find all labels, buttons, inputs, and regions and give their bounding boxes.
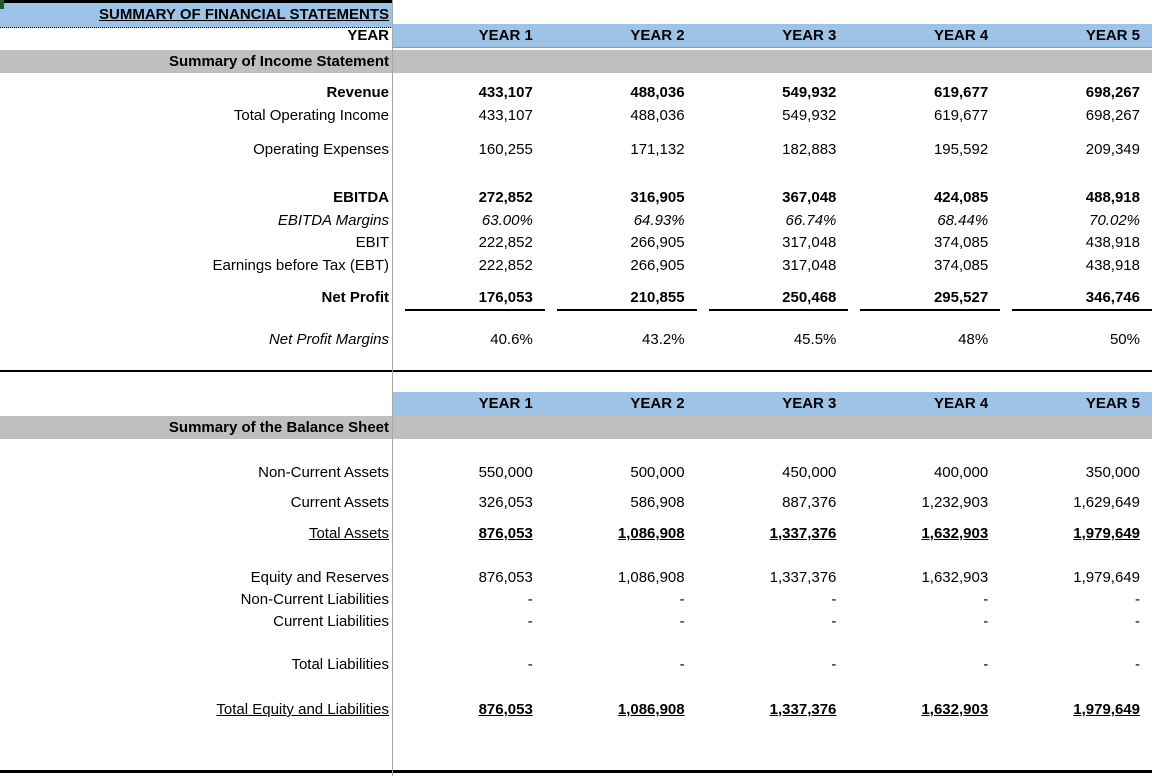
cell-value[interactable]: 500,000 [630, 464, 685, 481]
table-row-ebitda [0, 186, 1152, 209]
section-band-income [0, 50, 1152, 73]
cell-value[interactable]: 160,255 [478, 141, 533, 158]
cell-value[interactable]: 171,132 [630, 141, 685, 158]
table-row-net-profit [0, 286, 1152, 309]
column-header-year-2[interactable]: YEAR 2 [545, 392, 697, 416]
cell-value[interactable]: 374,085 [933, 257, 989, 274]
empty-cell[interactable] [393, 416, 545, 439]
cell-value[interactable]: 48% [958, 331, 989, 348]
cell-value[interactable]: 549,932 [782, 84, 837, 101]
sheet-corner-marker [0, 0, 4, 9]
empty-cell[interactable] [697, 50, 849, 73]
cell-value[interactable]: 176,053 [405, 286, 545, 311]
cell-value[interactable]: 887,376 [782, 494, 837, 511]
row-label[interactable]: EBITDA Margins [277, 212, 389, 229]
cell-value[interactable]: 250,468 [709, 286, 849, 311]
table-row-total-assets [0, 522, 1152, 545]
cell-value[interactable]: 50% [1109, 331, 1140, 348]
empty-cell[interactable] [545, 50, 697, 73]
column-header-year-5[interactable]: YEAR 5 [1000, 392, 1152, 416]
table-row-operating-expenses [0, 138, 1152, 161]
cell-value[interactable]: 1,632,903 [921, 525, 989, 542]
row-label[interactable]: Total Operating Income [233, 107, 389, 124]
cell-value[interactable]: 550,000 [478, 464, 533, 481]
cell-value[interactable]: 1,337,376 [769, 525, 837, 542]
row-label[interactable]: Total Liabilities [291, 656, 389, 673]
column-header-year-4[interactable]: YEAR 4 [848, 24, 1000, 48]
row-label[interactable]: Revenue [326, 84, 389, 101]
cell-value[interactable]: 68.44% [937, 212, 989, 229]
cell-value[interactable]: 295,527 [860, 286, 1000, 311]
row-label[interactable]: Total Equity and Liabilities [216, 701, 389, 718]
table-row-equity-and-reserves [0, 566, 1152, 589]
cell-value[interactable]: 450,000 [782, 464, 837, 481]
column-header-year-1[interactable]: YEAR 1 [393, 392, 545, 416]
cell-value[interactable]: 66.74% [785, 212, 837, 229]
section-divider-line [0, 370, 1152, 372]
cell-value[interactable]: - [679, 613, 685, 630]
cell-value[interactable]: 876,053 [478, 569, 533, 586]
table-row-total-operating-income [0, 104, 1152, 127]
table-row-non-current-assets [0, 461, 1152, 484]
cell-value[interactable]: 1,337,376 [769, 569, 837, 586]
row-label[interactable]: Current Assets [290, 494, 389, 511]
column-header-year-4[interactable]: YEAR 4 [848, 392, 1000, 416]
cell-value[interactable]: 698,267 [1085, 107, 1140, 124]
cell-value[interactable]: - [1135, 656, 1140, 673]
cell-value[interactable]: 350,000 [1085, 464, 1140, 481]
empty-cell[interactable] [697, 416, 849, 439]
cell-value[interactable]: 367,048 [782, 189, 837, 206]
cell-value[interactable]: - [1135, 613, 1140, 630]
table-row-ebit [0, 232, 1152, 254]
cell-value[interactable]: 326,053 [478, 494, 533, 511]
cell-value[interactable]: 586,908 [630, 494, 685, 511]
cell-value[interactable]: 222,852 [478, 257, 533, 274]
cell-value[interactable]: 1,086,908 [617, 569, 685, 586]
cell-value[interactable]: 488,918 [1085, 189, 1140, 206]
cell-value[interactable]: 1,632,903 [921, 569, 989, 586]
title-row [0, 0, 1152, 24]
cell-value[interactable]: - [527, 591, 533, 608]
cell-value[interactable]: - [983, 591, 989, 608]
table-row-total-liabilities [0, 654, 1152, 676]
empty-cell[interactable] [848, 416, 1000, 439]
cell-value[interactable]: 210,855 [557, 286, 697, 311]
table-row-revenue [0, 81, 1152, 104]
row-label[interactable]: Net Profit Margins [268, 331, 389, 348]
cell-value[interactable]: 209,349 [1085, 141, 1140, 158]
cell-value[interactable]: - [679, 591, 685, 608]
cell-value[interactable]: - [983, 613, 989, 630]
cell-value[interactable]: 1,979,649 [1073, 569, 1140, 586]
cell-value[interactable]: 40.6% [490, 331, 533, 348]
column-header-year-5[interactable]: YEAR 5 [1000, 24, 1152, 48]
row-label[interactable]: Non-Current Liabilities [240, 591, 389, 608]
row-label[interactable]: Net Profit [321, 289, 389, 306]
cell-value[interactable]: 317,048 [782, 257, 837, 274]
cell-value[interactable]: 70.02% [1089, 212, 1140, 229]
bottom-border-line [0, 770, 1152, 773]
year-label-cell[interactable]: YEAR [347, 27, 389, 44]
cell-value[interactable]: 266,905 [630, 234, 685, 251]
cell-value[interactable]: 266,905 [630, 257, 685, 274]
page-title: SUMMARY OF FINANCIAL STATEMENTS [99, 6, 389, 23]
cell-value[interactable]: 488,036 [630, 84, 685, 101]
cell-value[interactable]: 374,085 [933, 234, 989, 251]
row-label[interactable]: Earnings before Tax (EBT) [212, 257, 389, 274]
cell-value[interactable]: 433,107 [478, 84, 533, 101]
cell-value[interactable]: 1,629,649 [1073, 494, 1140, 511]
cell-value[interactable]: 433,107 [478, 107, 533, 124]
empty-cell[interactable] [0, 392, 393, 416]
section-band-balance [0, 416, 1152, 439]
empty-cell[interactable] [1000, 416, 1152, 439]
row-label[interactable]: EBITDA [333, 189, 389, 206]
empty-cell[interactable] [393, 50, 545, 73]
cell-value[interactable]: 346,746 [1012, 286, 1152, 311]
cell-value[interactable]: 1,086,908 [617, 525, 685, 542]
cell-value[interactable]: 64.93% [633, 212, 685, 229]
cell-value[interactable]: 424,085 [933, 189, 989, 206]
cell-value[interactable]: 1,632,903 [921, 701, 989, 718]
cell-value[interactable]: 1,232,903 [921, 494, 989, 511]
column-header-year-3[interactable]: YEAR 3 [697, 24, 849, 48]
table-row-non-current-liabilities [0, 589, 1152, 611]
row-label[interactable]: Non-Current Assets [258, 464, 389, 481]
cell-value[interactable]: 45.5% [793, 331, 837, 348]
table-row-net-profit-margins [0, 329, 1152, 351]
cell-value[interactable]: - [831, 591, 837, 608]
cell-value[interactable]: - [831, 656, 837, 673]
table-row-current-liabilities [0, 611, 1152, 633]
cell-value[interactable]: 43.2% [642, 331, 685, 348]
cell-value[interactable]: 316,905 [630, 189, 685, 206]
cell-value[interactable]: - [527, 613, 533, 630]
column-separator-line [392, 0, 393, 776]
column-header-year-1[interactable]: YEAR 1 [393, 24, 545, 48]
cell-value[interactable]: 1,086,908 [617, 701, 685, 718]
column-header-year-3[interactable]: YEAR 3 [697, 392, 849, 416]
cell-value[interactable]: - [679, 656, 685, 673]
cell-value[interactable]: 438,918 [1085, 257, 1140, 274]
table-row-earnings-before-tax [0, 254, 1152, 277]
cell-value[interactable]: - [1135, 591, 1140, 608]
year-header-row-balance [0, 392, 1152, 416]
cell-value[interactable]: 438,918 [1085, 234, 1140, 251]
table-row-current-assets [0, 491, 1152, 514]
cell-value[interactable]: 182,883 [782, 141, 837, 158]
row-label[interactable]: Current Liabilities [273, 613, 389, 630]
cell-value[interactable]: 63.00% [481, 212, 533, 229]
section-title-income[interactable]: Summary of Income Statement [0, 50, 393, 73]
column-header-year-2[interactable]: YEAR 2 [545, 24, 697, 48]
cell-value[interactable]: - [527, 656, 533, 673]
empty-cell[interactable] [848, 50, 1000, 73]
cell-value[interactable]: 400,000 [933, 464, 989, 481]
section-title-balance[interactable]: Summary of the Balance Sheet [0, 416, 393, 439]
cell-value[interactable]: 488,036 [630, 107, 685, 124]
cell-value[interactable]: 876,053 [478, 701, 533, 718]
cell-value[interactable]: 272,852 [478, 189, 533, 206]
cell-value[interactable]: 1,337,376 [769, 701, 837, 718]
cell-value[interactable]: 698,267 [1085, 84, 1140, 101]
cell-value[interactable]: 222,852 [478, 234, 533, 251]
table-row-total-equity-and-liabilities [0, 698, 1152, 721]
cell-value[interactable]: - [983, 656, 989, 673]
cell-value[interactable]: 195,592 [933, 141, 989, 158]
table-row-ebitda-margins [0, 209, 1152, 232]
cell-value[interactable]: 317,048 [782, 234, 837, 251]
row-label[interactable]: Total Assets [308, 525, 389, 542]
year-header-row-income [0, 24, 1152, 47]
cell-value[interactable]: 619,677 [933, 84, 989, 101]
empty-cell[interactable] [545, 416, 697, 439]
cell-value[interactable]: 876,053 [478, 525, 533, 542]
cell-value[interactable]: 619,677 [933, 107, 989, 124]
cell-value[interactable]: 1,979,649 [1073, 525, 1140, 542]
row-label[interactable]: EBIT [355, 234, 389, 251]
row-label[interactable]: Equity and Reserves [250, 569, 389, 586]
empty-cell[interactable] [1000, 50, 1152, 73]
cell-value[interactable]: 549,932 [782, 107, 837, 124]
cell-value[interactable]: 1,979,649 [1073, 701, 1140, 718]
cell-value[interactable]: - [831, 613, 837, 630]
row-label[interactable]: Operating Expenses [253, 141, 389, 158]
